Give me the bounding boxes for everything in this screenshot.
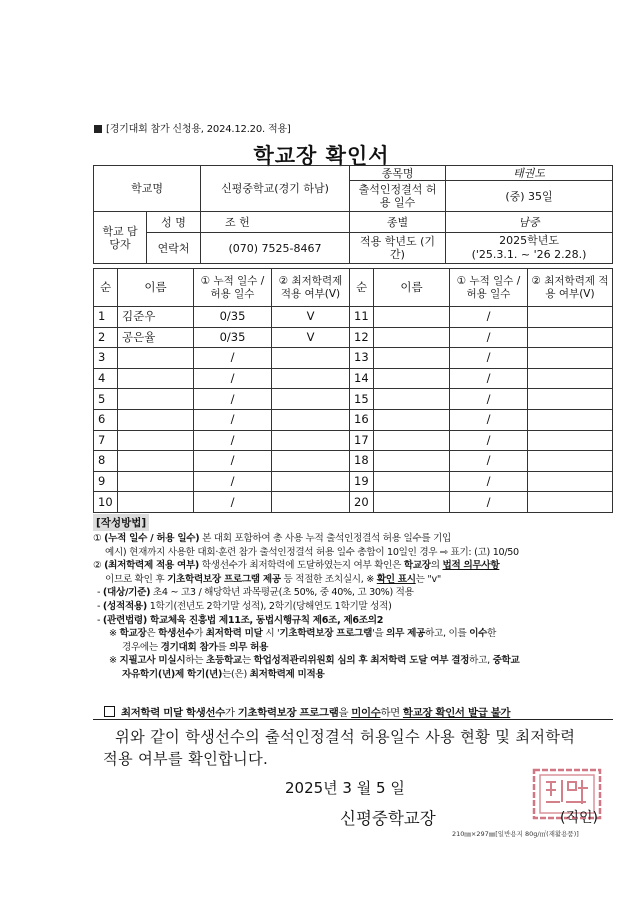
row-days: / xyxy=(450,389,528,410)
table-row xyxy=(94,471,613,492)
row-days: / xyxy=(194,492,272,513)
star-note-1: ※ 학교장은 학생선수가 최저학력 미달 시 '기초학력보장 프로그램'을 의무 제공하고, 이를 이수한 xyxy=(109,628,497,640)
row-min xyxy=(272,471,350,492)
row-min xyxy=(272,389,350,410)
row-no: 11 xyxy=(350,307,374,328)
issue-date: 2025년 3 월 5 일 xyxy=(285,779,405,797)
period-value: ('25.3.1. ~ '26 2.28.) xyxy=(471,248,587,261)
row-no: 14 xyxy=(350,368,374,389)
manager-name-label: 성 명 xyxy=(147,212,201,233)
star-note-2: ※ 지필고사 미실시하는 초등학교는 학업성적관리위원회 심의 후 최저학력 도달 여부 결정하고, 중학교 xyxy=(109,655,520,667)
row-min xyxy=(528,471,613,492)
row-days: / xyxy=(450,471,528,492)
row-name xyxy=(374,368,450,389)
row-days: / xyxy=(450,409,528,430)
event-value: 태권도 xyxy=(446,166,613,181)
row-min xyxy=(528,307,613,328)
row-name xyxy=(118,430,194,451)
row-min xyxy=(272,430,350,451)
row-days: / xyxy=(450,451,528,472)
row-min xyxy=(528,492,613,513)
note-1: ① (누적 일수 / 허용 일수) 본 대회 포함하여 총 사용 누적 출석인정결석 허용 일수를 기입 xyxy=(93,533,452,544)
divider xyxy=(93,719,613,720)
row-min xyxy=(272,348,350,369)
row-name xyxy=(374,451,450,472)
row-min xyxy=(528,430,613,451)
row-name xyxy=(118,471,194,492)
row-no: 5 xyxy=(94,389,118,410)
row-min xyxy=(528,327,613,348)
row-no: 8 xyxy=(94,451,118,472)
detail-target: - (대상/기준) 초4 ~ 고3 / 해당학년 과목평균(초 50%, 중 40%, 고 30%) 적용 xyxy=(97,587,414,599)
row-no: 10 xyxy=(94,492,118,513)
row-min xyxy=(528,409,613,430)
row-name: 김준우 xyxy=(118,307,194,328)
row-days: / xyxy=(194,368,272,389)
row-name xyxy=(118,389,194,410)
row-no: 7 xyxy=(94,430,118,451)
row-min xyxy=(272,368,350,389)
col-days-header: ① 누적 일수 / 허용 일수 xyxy=(450,269,528,307)
table-row xyxy=(94,348,613,369)
info-table xyxy=(93,165,613,264)
header-note: [경기대회 참가 신청용, 2024.12.20. 적용] xyxy=(94,120,291,135)
row-no: 16 xyxy=(350,409,374,430)
category-value: 남중 xyxy=(446,212,613,233)
row-days: / xyxy=(450,492,528,513)
row-min xyxy=(272,409,350,430)
row-days: / xyxy=(194,471,272,492)
table-row xyxy=(94,368,613,389)
row-min xyxy=(528,368,613,389)
row-days: / xyxy=(450,368,528,389)
year-value-cell xyxy=(446,233,613,264)
document-title: 학교장 확인서 xyxy=(253,144,390,168)
contact-value: (070) 7525-8467 xyxy=(201,233,350,264)
row-no: 19 xyxy=(350,471,374,492)
detail-law: - (관련법령) 학교체육 진흥법 제11조, 동법시행규칙 제6조, 제6조의2 xyxy=(97,614,384,626)
year-value: 2025학년도 xyxy=(499,234,559,247)
col-no-header: 순 xyxy=(350,269,374,307)
row-name xyxy=(118,348,194,369)
row-no: 12 xyxy=(350,327,374,348)
star-note-1-cont: 경우에는 경기대회 참가를 의무 허용 xyxy=(122,641,269,653)
category-label: 종별 xyxy=(350,212,446,233)
row-days: / xyxy=(450,348,528,369)
table-row xyxy=(94,307,613,328)
row-name xyxy=(118,451,194,472)
row-days: / xyxy=(194,430,272,451)
note-1-example: 예시) 현재까지 사용한 대회·훈련 참가 출석인정결석 허용 일수 총합이 10일인 경우 ⇨ 표기: (고) 10/50 xyxy=(105,546,519,558)
detail-grades: - (성적적용) 1학기(전년도 2학기말 성적), 2학기(당해연도 1학기말 성적) xyxy=(97,600,392,612)
row-name xyxy=(374,430,450,451)
row-no: 4 xyxy=(94,368,118,389)
row-min xyxy=(528,389,613,410)
row-days: / xyxy=(194,348,272,369)
row-no: 9 xyxy=(94,471,118,492)
note-2-cont: 이므로 확인 후 기초학력보장 프로그램 제공 등 적절한 조치실시, ※ 확인 표시는 "v" xyxy=(105,573,441,585)
table-row xyxy=(94,492,613,513)
row-days: / xyxy=(194,451,272,472)
row-no: 6 xyxy=(94,409,118,430)
row-no: 13 xyxy=(350,348,374,369)
row-name xyxy=(374,409,450,430)
seal-label: (직인) xyxy=(560,810,598,826)
row-no: 18 xyxy=(350,451,374,472)
contact-label: 연락처 xyxy=(147,233,201,264)
paper-spec: 210㎜×297㎜[일반용지 80g/㎡(재활용품)] xyxy=(452,830,579,838)
row-days: / xyxy=(450,327,528,348)
school-name-label: 학교명 xyxy=(94,166,201,212)
col-min-header: ② 최저학력제 적용 여부(V) xyxy=(528,269,613,307)
row-name: 공은율 xyxy=(118,327,194,348)
star-note-2-cont: 자유학기(년)제 학기(년)는(은) 최저학력제 미적용 xyxy=(122,668,325,680)
checkbox-square-icon xyxy=(104,706,115,717)
row-no: 1 xyxy=(94,307,118,328)
table-row xyxy=(94,389,613,410)
row-min: V xyxy=(272,327,350,348)
table-row xyxy=(94,409,613,430)
row-min xyxy=(528,348,613,369)
row-days: / xyxy=(194,389,272,410)
method-notes xyxy=(93,532,613,682)
school-manager-label: 학교 담당자 xyxy=(94,212,147,264)
row-no: 17 xyxy=(350,430,374,451)
col-no-header: 순 xyxy=(94,269,118,307)
row-name xyxy=(374,327,450,348)
table-row xyxy=(94,327,613,348)
row-name xyxy=(374,348,450,369)
row-name xyxy=(374,389,450,410)
row-min xyxy=(528,451,613,472)
col-name-header: 이름 xyxy=(374,269,450,307)
row-name xyxy=(118,409,194,430)
student-list-table xyxy=(93,268,613,513)
row-name xyxy=(374,492,450,513)
row-name xyxy=(374,471,450,492)
method-heading: [작성방법] xyxy=(93,514,149,531)
square-bullet-icon xyxy=(94,125,102,133)
row-days: 0/35 xyxy=(194,307,272,328)
row-days: 0/35 xyxy=(194,327,272,348)
row-no: 15 xyxy=(350,389,374,410)
school-name-value: 신평중학교(경기 하남) xyxy=(201,166,350,212)
manager-name-value: 조 헌 xyxy=(201,212,350,233)
confirmation-line-2: 적용 여부를 확인합니다. xyxy=(103,750,269,768)
table-row xyxy=(94,430,613,451)
row-name xyxy=(374,307,450,328)
row-days: / xyxy=(450,430,528,451)
confirmation-text xyxy=(103,726,575,770)
year-label: 적용 학년도 (기간) xyxy=(350,233,446,264)
row-no: 3 xyxy=(94,348,118,369)
row-days: / xyxy=(450,307,528,328)
event-label: 종목명 xyxy=(350,166,446,181)
row-no: 2 xyxy=(94,327,118,348)
allowed-days-label: 출석인정결석 허용 일수 xyxy=(350,181,446,212)
principal-title: 신평중학교장 xyxy=(340,809,436,828)
row-min: V xyxy=(272,307,350,328)
col-days-header: ① 누적 일수 / 허용 일수 xyxy=(194,269,272,307)
col-name-header: 이름 xyxy=(118,269,194,307)
allowed-days-value: (중) 35일 xyxy=(446,181,613,212)
col-min-header: ② 최저학력제 적용 여부(V) xyxy=(272,269,350,307)
row-min xyxy=(272,492,350,513)
row-name xyxy=(118,368,194,389)
row-min xyxy=(272,451,350,472)
row-no: 20 xyxy=(350,492,374,513)
row-name xyxy=(118,492,194,513)
row-days: / xyxy=(194,409,272,430)
table-row xyxy=(94,451,613,472)
warning-line: 최저학력 미달 학생선수가 기초학력보장 프로그램을 미이수하면 학교장 확인서 발급 불가 xyxy=(104,704,510,719)
confirmation-line-1: 위와 같이 학생선수의 출석인정결석 허용일수 사용 현황 및 최저학력 xyxy=(115,728,576,746)
note-2: ② (최저학력제 적용 여부) 학생선수가 최저학력에 도달하였는지 여부 확인은 학교장의 법적 의무사항 xyxy=(93,560,500,572)
